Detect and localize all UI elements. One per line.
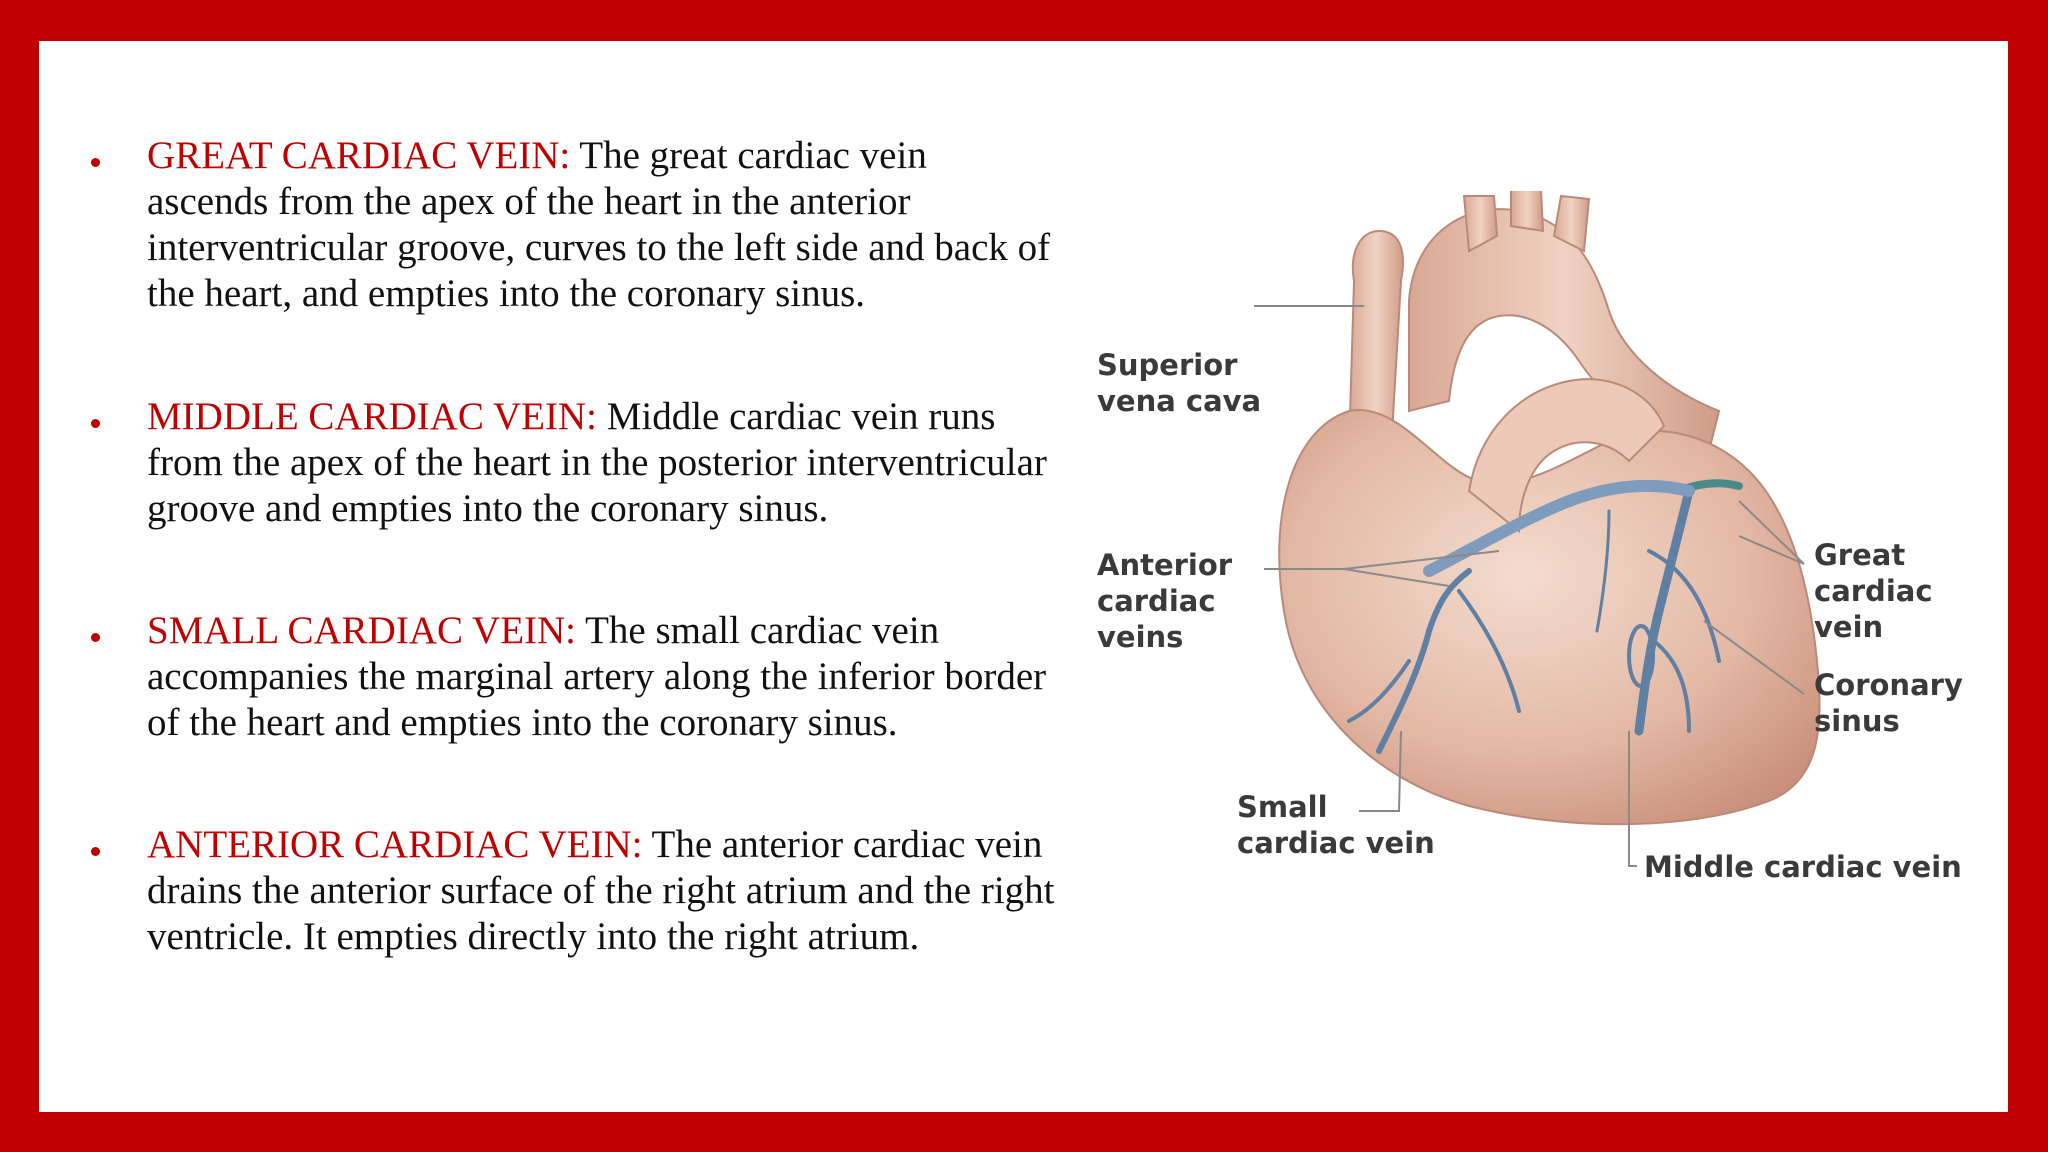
bullet-text <box>147 394 1057 532</box>
bullet-dot <box>91 633 100 642</box>
arch-branch <box>1511 191 1543 231</box>
bullet-text <box>147 608 1057 746</box>
bullet-term: GREAT CARDIAC VEIN: <box>147 134 571 177</box>
bullet-list <box>39 41 1069 1112</box>
label-coronary-sinus: Coronary sinus <box>1814 668 1963 738</box>
bullet-body: The anterior cardiac vein drains the anterior surface of the right atrium and the right ventricle. It empties directly into the right atrium. <box>147 823 1055 958</box>
slide <box>39 41 2008 1112</box>
bullet-term: MIDDLE CARDIAC VEIN: <box>147 395 597 438</box>
label-anterior-cardiac-veins: Anterior cardiac veins <box>1097 548 1233 654</box>
bullet-body: The small cardiac vein accompanies the marginal artery along the inferior border of the heart and empties into the coronary sinus. <box>147 609 1047 744</box>
bullet-term: ANTERIOR CARDIAC VEIN: <box>147 823 643 866</box>
bullet-dot <box>91 419 100 428</box>
bullet-body: The great cardiac vein ascends from the apex of the heart in the anterior interventricular groove, curves to the left side and back of the heart, and empties into the coronary sinus. <box>147 134 1051 315</box>
heart-diagram <box>1049 191 2008 911</box>
bullet-dot <box>91 158 100 167</box>
heart-body <box>1279 410 1819 824</box>
label-middle-cardiac-vein: Middle cardiac vein <box>1644 850 1962 884</box>
bullet-body: Middle cardiac vein runs from the apex of the heart in the posterior interventricular groove and empties into the coronary sinus. <box>147 395 1047 530</box>
bullet-text <box>147 133 1057 317</box>
bullet-term: SMALL CARDIAC VEIN: <box>147 609 577 652</box>
bullet-dot <box>91 847 100 856</box>
bullet-text <box>147 822 1057 960</box>
label-small-cardiac-vein: Small cardiac vein <box>1237 790 1435 860</box>
label-superior-vena-cava: Superior vena cava <box>1097 348 1262 418</box>
label-great-cardiac-vein: Great cardiac vein <box>1814 538 1933 644</box>
